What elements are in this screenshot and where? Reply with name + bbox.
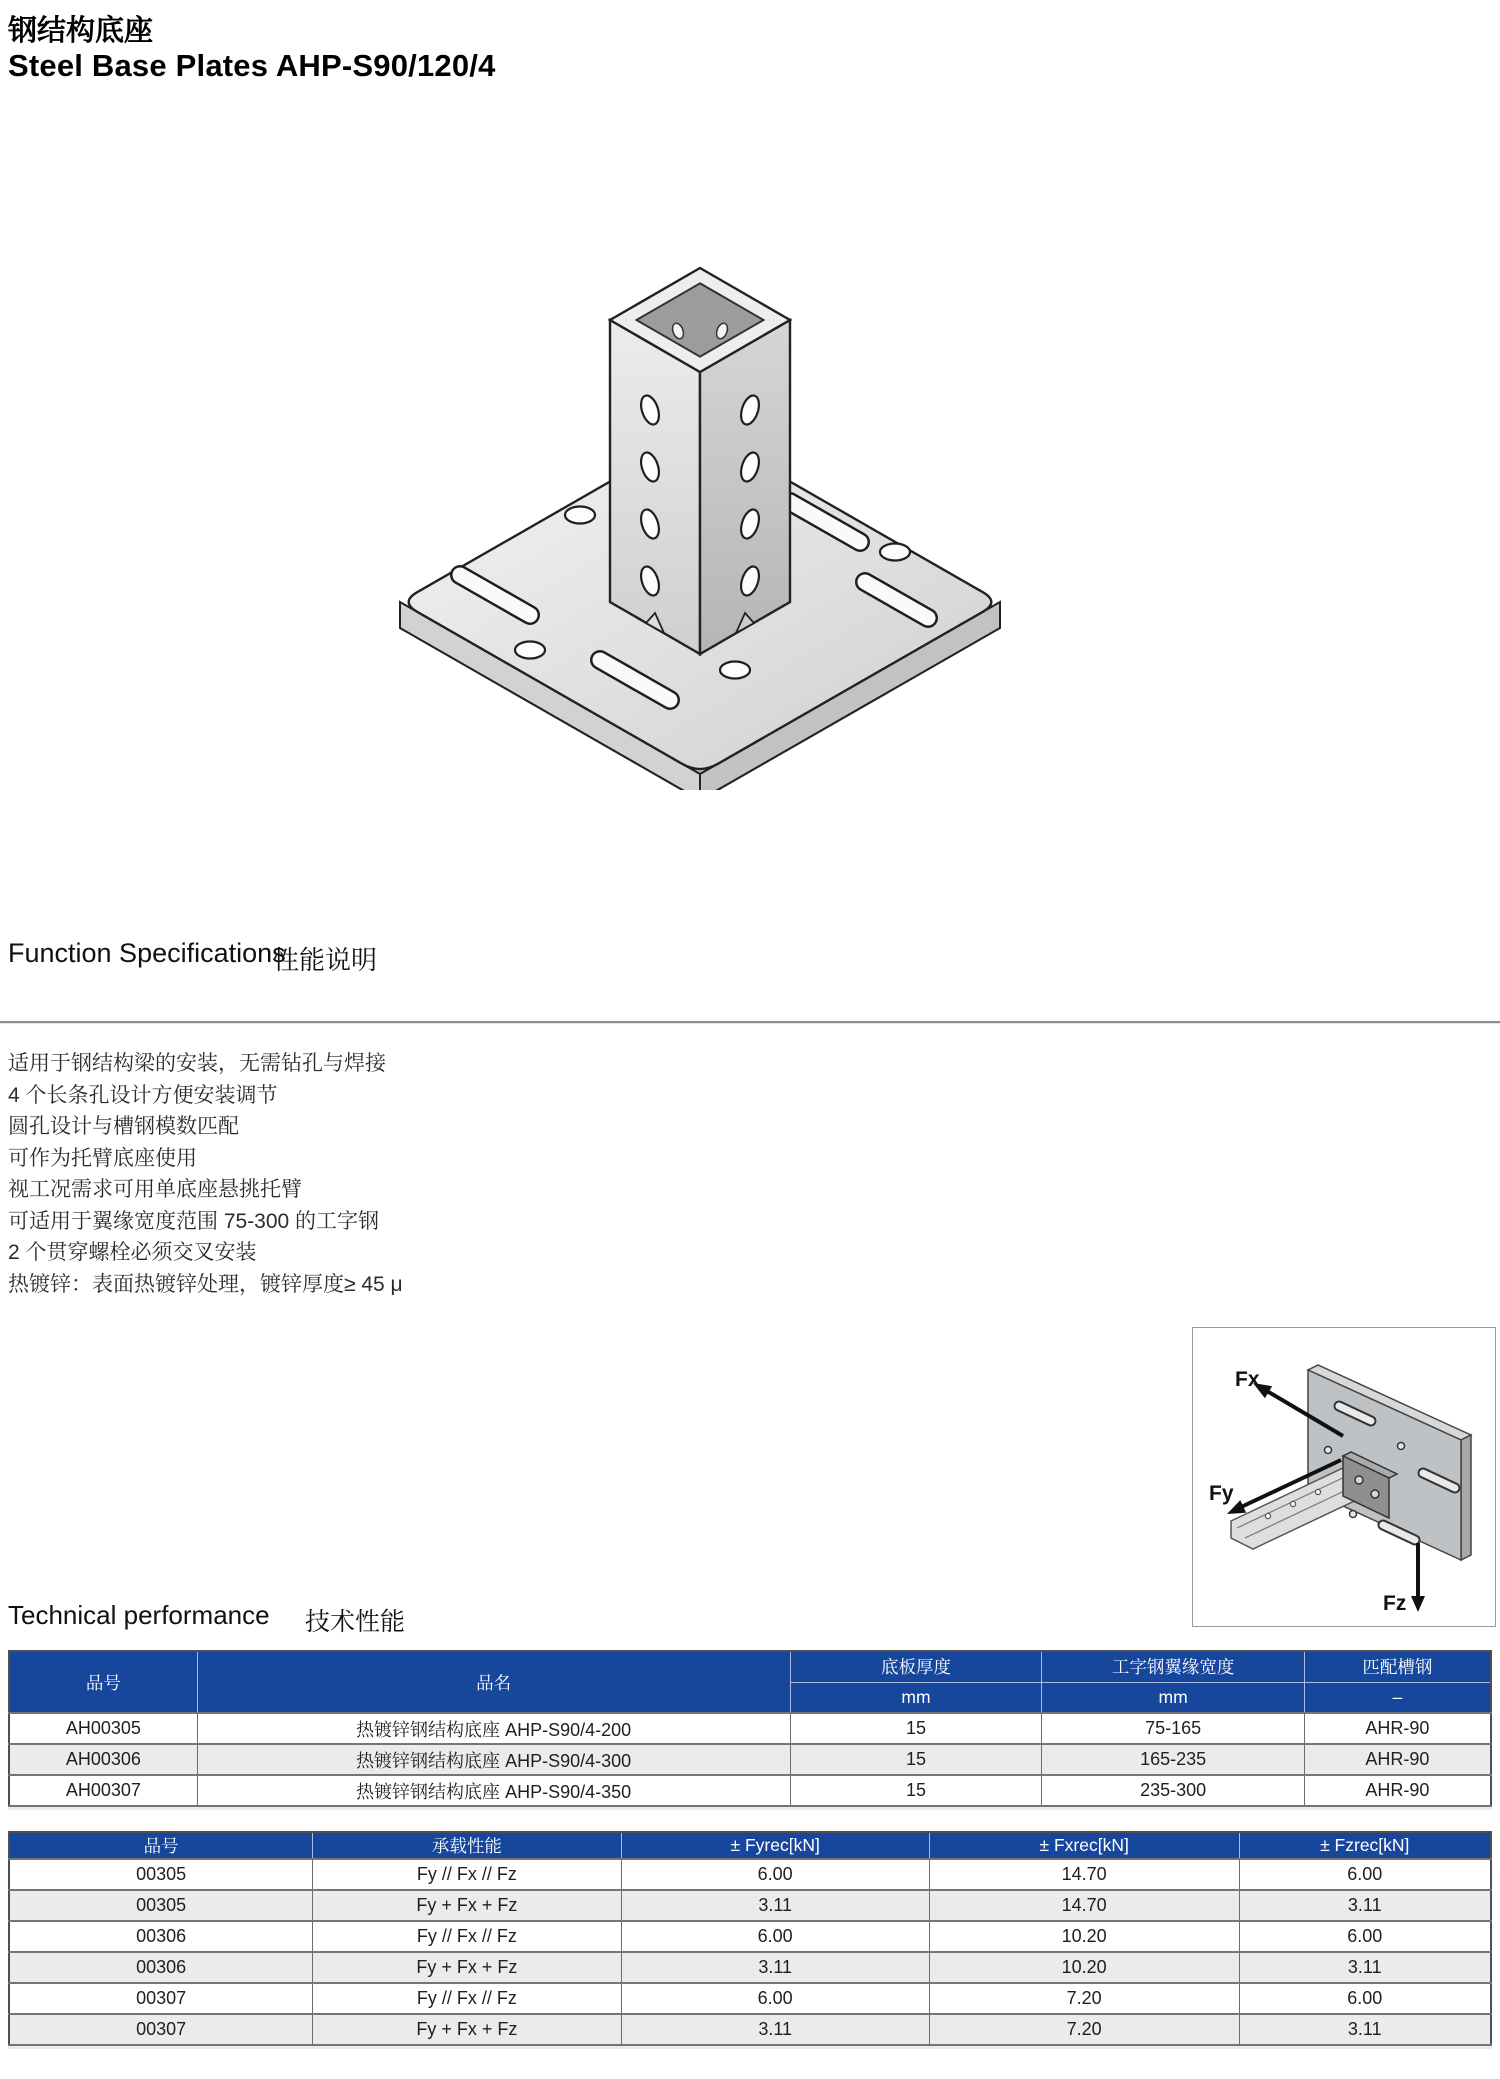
table-cell: 165-235 xyxy=(1042,1744,1304,1775)
table-row xyxy=(9,2014,1491,2045)
product-spec-table xyxy=(8,1650,1492,1807)
force-diagram-drawing xyxy=(1193,1328,1495,1626)
table-cell: 3.11 xyxy=(1239,1952,1491,1983)
spec-line: 热镀锌：表面热镀锌处理，镀锌厚度≥ 45 μ xyxy=(8,1272,403,1296)
table-row xyxy=(9,1744,1491,1775)
table-cell: 3.11 xyxy=(621,2014,929,2045)
unit-matching-channel: – xyxy=(1304,1682,1491,1713)
col-header-fyrec: ± Fyrec[kN] xyxy=(621,1832,929,1859)
col-header-load-performance: 承载性能 xyxy=(313,1832,621,1859)
table-cell: 3.11 xyxy=(621,1952,929,1983)
spec-line: 2 个贯穿螺栓必须交叉安装 xyxy=(8,1241,257,1264)
table-cell: 14.70 xyxy=(929,1890,1239,1921)
table-cell: 235-300 xyxy=(1042,1775,1304,1806)
table-cell: 00306 xyxy=(9,1952,313,1983)
col-header-item-no: 品号 xyxy=(9,1651,197,1713)
table-cell: Fy + Fx + Fz xyxy=(313,1890,621,1921)
table-cell: Fy // Fx // Fz xyxy=(313,1859,621,1890)
table-cell: 6.00 xyxy=(1239,1921,1491,1952)
table-cell: 6.00 xyxy=(621,1921,929,1952)
table-cell: 6.00 xyxy=(1239,1983,1491,2014)
table-cell: 15 xyxy=(790,1775,1042,1806)
table-cell: 7.20 xyxy=(929,1983,1239,2014)
table-row xyxy=(9,1921,1491,1952)
function-specs-heading xyxy=(8,938,1408,978)
page-title-en: Steel Base Plates AHP-S90/120/4 xyxy=(8,48,496,83)
product-illustration xyxy=(370,230,1030,790)
technical-performance-heading-zh: 技术性能 xyxy=(305,1608,406,1636)
table-row xyxy=(9,1775,1491,1806)
table-cell: AH00305 xyxy=(9,1713,197,1744)
col-header-plate-thickness: 底板厚度 xyxy=(790,1651,1042,1682)
function-specs-heading-zh: 性能说明 xyxy=(273,945,378,975)
fz-label: Fz xyxy=(1383,1592,1407,1615)
fy-label: Fy xyxy=(1209,1482,1234,1505)
table-cell: 热镀锌钢结构底座 AHP-S90/4-300 xyxy=(197,1744,790,1775)
table-cell: 6.00 xyxy=(1239,1859,1491,1890)
table-cell: AH00307 xyxy=(9,1775,197,1806)
technical-performance-heading xyxy=(8,1600,1408,1636)
fx-label: Fx xyxy=(1235,1368,1260,1391)
table-cell: 3.11 xyxy=(1239,2014,1491,2045)
table-row xyxy=(9,1713,1491,1744)
base-plate-drawing xyxy=(370,230,1030,790)
spec-line: 可适用于翼缘宽度范围 75-300 的工字钢 xyxy=(8,1209,380,1233)
col-header-item-no: 品号 xyxy=(9,1832,313,1859)
function-specs-heading-en: Function Specifications xyxy=(8,938,286,968)
table-cell: Fy + Fx + Fz xyxy=(313,2014,621,2045)
table-cell: 6.00 xyxy=(621,1859,929,1890)
page-title-zh: 钢结构底座 xyxy=(8,15,154,47)
table-cell: 10.20 xyxy=(929,1921,1239,1952)
spec-lines xyxy=(8,1048,403,1300)
col-header-flange-width: 工字钢翼缘宽度 xyxy=(1042,1651,1304,1682)
force-diagram xyxy=(1192,1327,1496,1627)
spec-line: 视工况需求可用单底座悬挑托臂 xyxy=(8,1178,302,1201)
table-cell: 00305 xyxy=(9,1890,313,1921)
spec-line: 可作为托臂底座使用 xyxy=(8,1146,197,1170)
table-row xyxy=(9,1890,1491,1921)
col-header-matching-channel: 匹配槽钢 xyxy=(1304,1651,1491,1682)
table-row xyxy=(9,1983,1491,2014)
table-cell: 3.11 xyxy=(621,1890,929,1921)
technical-performance-heading-en: Technical performance xyxy=(8,1600,270,1630)
table-cell: 热镀锌钢结构底座 AHP-S90/4-350 xyxy=(197,1775,790,1806)
table-cell: 75-165 xyxy=(1042,1713,1304,1744)
table-cell: 7.20 xyxy=(929,2014,1239,2045)
table-row xyxy=(9,1952,1491,1983)
table-cell: Fy + Fx + Fz xyxy=(313,1952,621,1983)
spec-line: 4 个长条孔设计方便安装调节 xyxy=(8,1083,278,1107)
square-column xyxy=(610,268,790,654)
table-cell: AHR-90 xyxy=(1304,1713,1491,1744)
table-cell: AH00306 xyxy=(9,1744,197,1775)
table-cell: 14.70 xyxy=(929,1859,1239,1890)
table-cell: 00306 xyxy=(9,1921,313,1952)
col-header-item-name: 品名 xyxy=(197,1651,790,1713)
table-cell: 00305 xyxy=(9,1859,313,1890)
table-cell: 00307 xyxy=(9,1983,313,2014)
unit-plate-thickness: mm xyxy=(790,1682,1042,1713)
table-cell: 15 xyxy=(790,1744,1042,1775)
unit-flange-width: mm xyxy=(1042,1682,1304,1713)
table-cell: 15 xyxy=(790,1713,1042,1744)
section-divider xyxy=(0,1021,1500,1024)
table-cell: AHR-90 xyxy=(1304,1744,1491,1775)
col-header-fzrec: ± Fzrec[kN] xyxy=(1239,1832,1491,1859)
table-row xyxy=(9,1859,1491,1890)
col-header-fxrec: ± Fxrec[kN] xyxy=(929,1832,1239,1859)
spec-line: 适用于钢结构梁的安装，无需钻孔与焊接 xyxy=(8,1052,386,1075)
table-cell: Fy // Fx // Fz xyxy=(313,1921,621,1952)
table-cell: 10.20 xyxy=(929,1952,1239,1983)
spec-line: 圆孔设计与槽钢模数匹配 xyxy=(8,1115,239,1138)
table-cell: 6.00 xyxy=(621,1983,929,2014)
table-cell: 3.11 xyxy=(1239,1890,1491,1921)
table-cell: 00307 xyxy=(9,2014,313,2045)
table-cell: 热镀锌钢结构底座 AHP-S90/4-200 xyxy=(197,1713,790,1744)
table-cell: AHR-90 xyxy=(1304,1775,1491,1806)
load-performance-table xyxy=(8,1831,1492,2046)
table-cell: Fy // Fx // Fz xyxy=(313,1983,621,2014)
